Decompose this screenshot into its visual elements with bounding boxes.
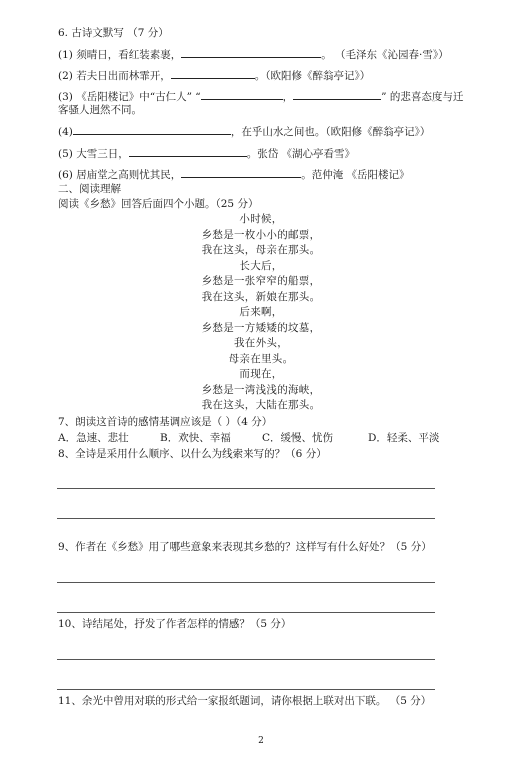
poem-line: 乡愁是一湾浅浅的海峡， — [201, 384, 321, 396]
poem-line: 母亲在里头。 — [228, 353, 294, 365]
question-10: 10、诗结尾处，抒发了作者怎样的情感？（5 分） — [58, 618, 292, 630]
question-6-6 — [58, 167, 410, 182]
poem-line: 而现在， — [239, 368, 283, 380]
option-b[interactable]: B．欢快、幸福 — [160, 432, 231, 444]
q6-6-suffix: 。范仲淹 《岳阳楼记》 — [301, 169, 410, 181]
question-6-4 — [58, 124, 430, 139]
poem-line: 乡愁是一张窄窄的船票， — [201, 275, 321, 287]
answer-line[interactable] — [57, 518, 435, 519]
q6-6-blank[interactable] — [181, 167, 301, 178]
q6-4-prefix: (4) — [58, 126, 73, 138]
answer-line[interactable] — [57, 488, 435, 489]
q6-2-prefix: (2) 若夫日出而林霏开， — [58, 70, 171, 82]
q6-5-blank[interactable] — [129, 146, 247, 157]
option-d[interactable]: D．轻柔、平淡 — [368, 432, 440, 444]
q6-2-blank[interactable] — [171, 68, 255, 79]
question-9: 9、作者在《乡愁》用了哪些意象来表现其乡愁的？这样写有什么好处？（5 分） — [58, 541, 432, 553]
q6-2-suffix: 。（欧阳修《醉翁亭记》） — [254, 70, 371, 82]
q6-6-prefix: (6) 居庙堂之高则忧其民， — [58, 169, 182, 181]
question-6-5 — [58, 146, 355, 161]
question-7: 7、朗读这首诗的感情基调应该是（ ）（4 分） — [58, 416, 273, 428]
option-c[interactable]: C．缓慢、忧伤 — [262, 432, 334, 444]
section-2-heading: 二、阅读理解 — [58, 183, 121, 195]
poem-line: 我在这头，大陆在那头。 — [201, 399, 321, 411]
poem-line: 我在这头，新娘在那头。 — [201, 291, 321, 303]
question-6-3 — [58, 89, 463, 104]
q6-4-suffix: ，在乎山水之间也。（欧阳修《醉翁亭记》） — [230, 126, 431, 138]
q6-3-blank-b[interactable] — [293, 89, 381, 100]
q6-3-prefix: (3) 《岳阳楼记》中“古仁人” “ — [58, 91, 201, 103]
question-11: 11、余光中曾用对联的形式给一家报纸题词，请你根据上联对出下联。 （5 分） — [58, 695, 432, 707]
q6-1-prefix: (1) 须晴日，看红装素裹， — [58, 49, 182, 61]
poem-line: 乡愁是一方矮矮的坟墓， — [201, 322, 321, 334]
poem-line: 后来啊， — [239, 306, 283, 318]
option-a[interactable]: A．急速、悲壮 — [58, 432, 129, 444]
page-number: 2 — [258, 736, 264, 746]
question-6-1 — [58, 47, 449, 62]
q6-5-prefix: (5) 大雪三日， — [58, 148, 129, 160]
q6-3-blank-a[interactable] — [201, 89, 283, 100]
q6-5-suffix: 。张岱 《湖心亭看雪》 — [246, 148, 356, 160]
question-6-2 — [58, 68, 370, 83]
answer-line[interactable] — [57, 659, 435, 660]
question-6-3-line2: 客骚人迥然不同。 — [58, 104, 142, 116]
q6-3-mid: ， — [282, 91, 294, 103]
poem-line: 小时候， — [239, 213, 283, 225]
section-6-title: 6. 古诗文默写 （7 分） — [58, 27, 169, 39]
q6-3-suffix: ” 的悲喜态度与迁 — [381, 91, 464, 103]
answer-line[interactable] — [57, 689, 435, 690]
poem-line: 我在这头，母亲在那头。 — [201, 244, 321, 256]
answer-line[interactable] — [57, 612, 435, 613]
answer-line[interactable] — [57, 582, 435, 583]
poem-line: 乡愁是一枚小小的邮票， — [201, 229, 321, 241]
q6-4-blank[interactable] — [73, 124, 231, 135]
question-8: 8、全诗是采用什么顺序、以什么为线索来写的？（6 分） — [58, 448, 327, 460]
q6-1-blank[interactable] — [181, 47, 321, 58]
poem-line: 我在外头， — [234, 337, 288, 349]
q6-1-suffix: 。 （毛泽东《沁园春·雪》） — [321, 49, 449, 61]
reading-intro: 阅读《乡愁》回答后面四个小题。（25 分） — [58, 198, 259, 210]
poem-line: 长大后， — [239, 260, 283, 272]
